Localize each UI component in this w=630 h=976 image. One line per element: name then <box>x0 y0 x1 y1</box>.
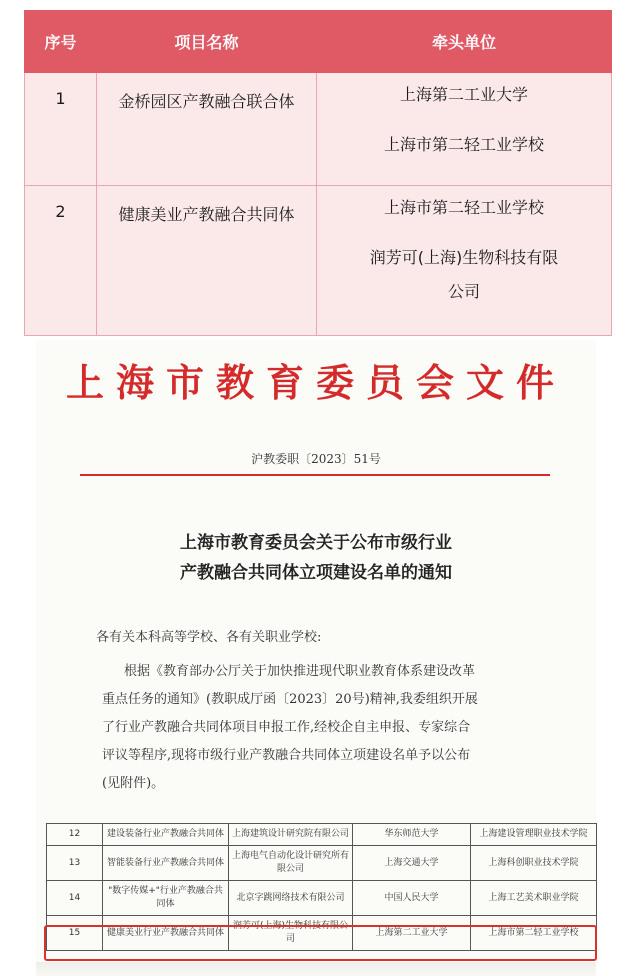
lead-unit: 润芳可(上海)生物科技有限 <box>369 248 559 267</box>
body-line: (见附件)。 <box>102 776 165 791</box>
lead-unit: 上海市第二轻工业学校 <box>383 135 544 154</box>
table-row <box>47 881 597 916</box>
lead-unit: 上海第二工业大学 <box>399 85 528 104</box>
body-line: 重点任务的通知》(教职成厅函〔2023〕20号)精神,我委组织开展 <box>102 692 478 707</box>
annex-index: 15 <box>47 916 103 951</box>
body-line: 评议等程序,现将市级行业产教融合共同体立项建设名单予以公布 <box>102 748 471 763</box>
red-divider-line <box>80 474 550 476</box>
annex-university: 上海交通大学 <box>353 846 471 881</box>
annex-project: 智能装备行业产教融合共同体 <box>103 846 229 881</box>
annex-school: 上海建设管理职业技术学院 <box>471 824 597 846</box>
page-edge <box>36 962 596 976</box>
annex-project: 建设装备行业产教融合共同体 <box>103 824 229 846</box>
annex-company: 上海建筑设计研究院有限公司 <box>229 824 353 846</box>
body-line: 根据《教育部办公厅关于加快推进现代职业教育体系建设改革 <box>124 664 476 679</box>
project-table <box>24 10 612 336</box>
highlight-box <box>44 925 597 961</box>
annex-university: 中国人民大学 <box>353 881 471 916</box>
annex-university: 上海第二工业大学 <box>353 916 471 951</box>
body-line: 了行业产教融合共同体项目申报工作,经校企自主申报、专家综合 <box>102 720 471 735</box>
title-line: 产教融合共同体立项建设名单的通知 <box>180 563 452 583</box>
annex-university: 华东师范大学 <box>353 824 471 846</box>
annex-index: 13 <box>47 846 103 881</box>
document-body <box>102 658 562 798</box>
header-lead-unit: 牵头单位 <box>317 11 612 73</box>
annex-company: 北京字跳网络技术有限公司 <box>229 881 353 916</box>
annex-index: 14 <box>47 881 103 916</box>
table-row <box>25 186 612 336</box>
lead-unit: 上海市第二轻工业学校 <box>383 198 544 217</box>
table-row <box>47 824 597 846</box>
row-project-name: 金桥园区产教融合联合体 <box>97 73 317 186</box>
annex-index: 12 <box>47 824 103 846</box>
annex-project: 健康美业行业产教融合共同体 <box>103 916 229 951</box>
document-salutation: 各有关本科高等学校、各有关职业学校: <box>96 630 322 645</box>
title-line: 上海市教育委员会关于公布市级行业 <box>180 533 452 553</box>
header-index: 序号 <box>25 11 97 73</box>
annex-school: 上海科创职业技术学院 <box>471 846 597 881</box>
row-project-name: 健康美业产教融合共同体 <box>97 186 317 336</box>
annex-company: 上海电气自动化设计研究所有限公司 <box>229 846 353 881</box>
lead-unit-continued: 公司 <box>447 282 480 301</box>
annex-school: 上海工艺美术职业学院 <box>471 881 597 916</box>
document-header: 上海市教育委员会文件 <box>65 360 566 405</box>
row-index: 1 <box>25 73 97 186</box>
table-row <box>47 846 597 881</box>
document-number: 沪教委职〔2023〕51号 <box>251 452 381 466</box>
document-title <box>36 528 596 588</box>
table-row <box>25 73 612 186</box>
annex-project: "数字传媒+"行业产教融合共同体 <box>103 881 229 916</box>
table-header-row <box>25 11 612 73</box>
row-index: 2 <box>25 186 97 336</box>
row-lead-units <box>317 186 612 336</box>
header-project-name: 项目名称 <box>97 11 317 73</box>
annex-school: 上海市第二轻工业学校 <box>471 916 597 951</box>
row-lead-units <box>317 73 612 186</box>
annex-company: 润芳可(上海)生物科技有限公司 <box>229 916 353 951</box>
